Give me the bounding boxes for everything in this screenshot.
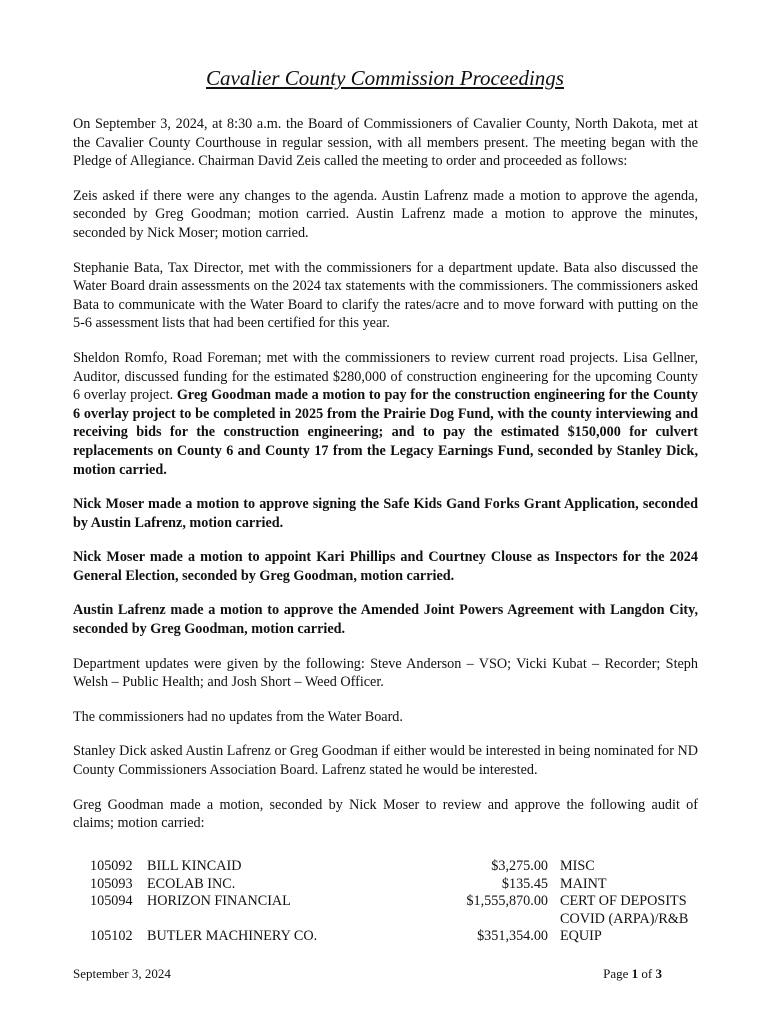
claim-amount: $135.45 bbox=[501, 875, 548, 892]
table-row bbox=[90, 928, 700, 946]
page-number-of: of bbox=[638, 966, 656, 981]
paragraph-grant-motion bbox=[73, 495, 698, 532]
claim-number: 105102 bbox=[90, 928, 133, 945]
page-number-current: 1 bbox=[631, 966, 639, 981]
claim-vendor: ECOLAB INC. bbox=[147, 875, 236, 892]
document-body bbox=[73, 115, 698, 849]
page-number bbox=[603, 966, 662, 982]
claim-category-line: CERT OF DEPOSITS bbox=[560, 893, 687, 910]
claim-category: MISC bbox=[560, 858, 595, 874]
page-title: Cavalier County Commission Proceedings bbox=[206, 66, 564, 90]
road-projects-text: Sheldon Romfo, Road Foreman; met with the commissioners to review current road projects. Lisa Gellner, Auditor, discussed funding for the estimated $280,000 of construction engineering for the upcoming County 6 overlay project. bbox=[73, 349, 698, 404]
page-number-prefix: Page bbox=[603, 966, 632, 981]
claim-category: EQUIP bbox=[560, 928, 602, 945]
joint-powers-motion-text: Austin Lafrenz made a motion to approve the Amended Joint Powers Agreement with Langdon City, seconded by Greg Goodman, motion carried. bbox=[73, 602, 698, 638]
inspectors-motion-text: Nick Moser made a motion to appoint Kari Phillips and Courtney Clouse as Inspectors for the 2024 General Election, seconded by Greg Goodman, motion carried. bbox=[73, 549, 698, 584]
grant-motion-text: Nick Moser made a motion to approve signing the Safe Kids Gand Forks Grant Application, seconded by Austin Lafrenz, motion carried. bbox=[73, 496, 698, 531]
paragraph-water-board: The commissioners had no updates from the Water Board. bbox=[73, 708, 403, 725]
claim-number: 105093 bbox=[90, 875, 133, 892]
table-row bbox=[90, 893, 700, 928]
road-projects-motion: Greg Goodman made a motion to pay for the construction engineering for the County 6 overlay project to be completed in 2025 from the Prairie Dog Fund, with the county interviewing and receiving bids for the construction engineering; and to pay the estimated $150,000 for culvert replacements on County 6 and County 17 from the Legacy Earnings Fund, seconded by Stanley Dick, motion carried. bbox=[73, 387, 699, 478]
table-row bbox=[90, 858, 700, 876]
paragraph-department-updates: Department updates were given by the following: Steve Anderson – VSO; Vicki Kubat – Recorder; Steph Welsh – Public Health; and Josh Short – Weed Officer. bbox=[73, 655, 698, 691]
paragraph-joint-powers-motion bbox=[73, 601, 698, 638]
paragraph-road-projects bbox=[73, 349, 698, 479]
claim-amount: $3,275.00 bbox=[491, 858, 548, 874]
paragraph-nomination: Stanley Dick asked Austin Lafrenz or Greg Goodman if either would be interested in being nominated for ND County Commissioners Association Board. Lafrenz stated he would be interested. bbox=[73, 743, 698, 779]
claims-table bbox=[90, 858, 700, 946]
paragraph-opening: On September 3, 2024, at 8:30 a.m. the Board of Commissioners of Cavalier County, North Dakota, met at the Cavalier County Courthouse in regular session, with all members present. The meeting began with the Pledge of Allegiance. Chairman David Zeis called the meeting to order and proceeded as follows: bbox=[73, 116, 698, 170]
paragraph-agenda: Zeis asked if there were any changes to the agenda. Austin Lafrenz made a motion to approve the agenda, seconded by Greg Goodman; motion carried. Austin Lafrenz made a motion to approve the minutes, seconded by Nick Moser; motion carried. bbox=[73, 187, 698, 241]
table-row bbox=[90, 876, 700, 894]
claim-amount: $1,555,870.00 bbox=[466, 893, 548, 910]
claim-vendor: BUTLER MACHINERY CO. bbox=[147, 928, 318, 945]
footer-date: September 3, 2024 bbox=[73, 966, 171, 981]
page-number-total: 3 bbox=[655, 966, 662, 981]
paragraph-audit-claims: Greg Goodman made a motion, seconded by Nick Moser to review and approve the following audit of claims; motion carried: bbox=[73, 796, 698, 832]
claim-category: MAINT bbox=[560, 875, 607, 892]
paragraph-inspectors-motion bbox=[73, 548, 698, 585]
claim-category bbox=[560, 893, 700, 928]
claim-amount: $351,354.00 bbox=[477, 928, 548, 945]
claim-category-line: COVID (ARPA)/R&B bbox=[560, 910, 689, 927]
claim-number: 105092 bbox=[90, 858, 133, 874]
claim-vendor: BILL KINCAID bbox=[147, 858, 242, 874]
paragraph-tax-director: Stephanie Bata, Tax Director, met with the commissioners for a department update. Bata also discussed the Water Board drain assessments on the 2024 tax statements with the commissioners. The commissioners asked Bata to communicate with the Water Board to clarify the rates/acre and to move forward with putting on the 5-6 assessment lists that had been certified for this year. bbox=[73, 259, 698, 332]
claim-number: 105094 bbox=[90, 893, 133, 910]
claim-vendor: HORIZON FINANCIAL bbox=[147, 893, 291, 910]
